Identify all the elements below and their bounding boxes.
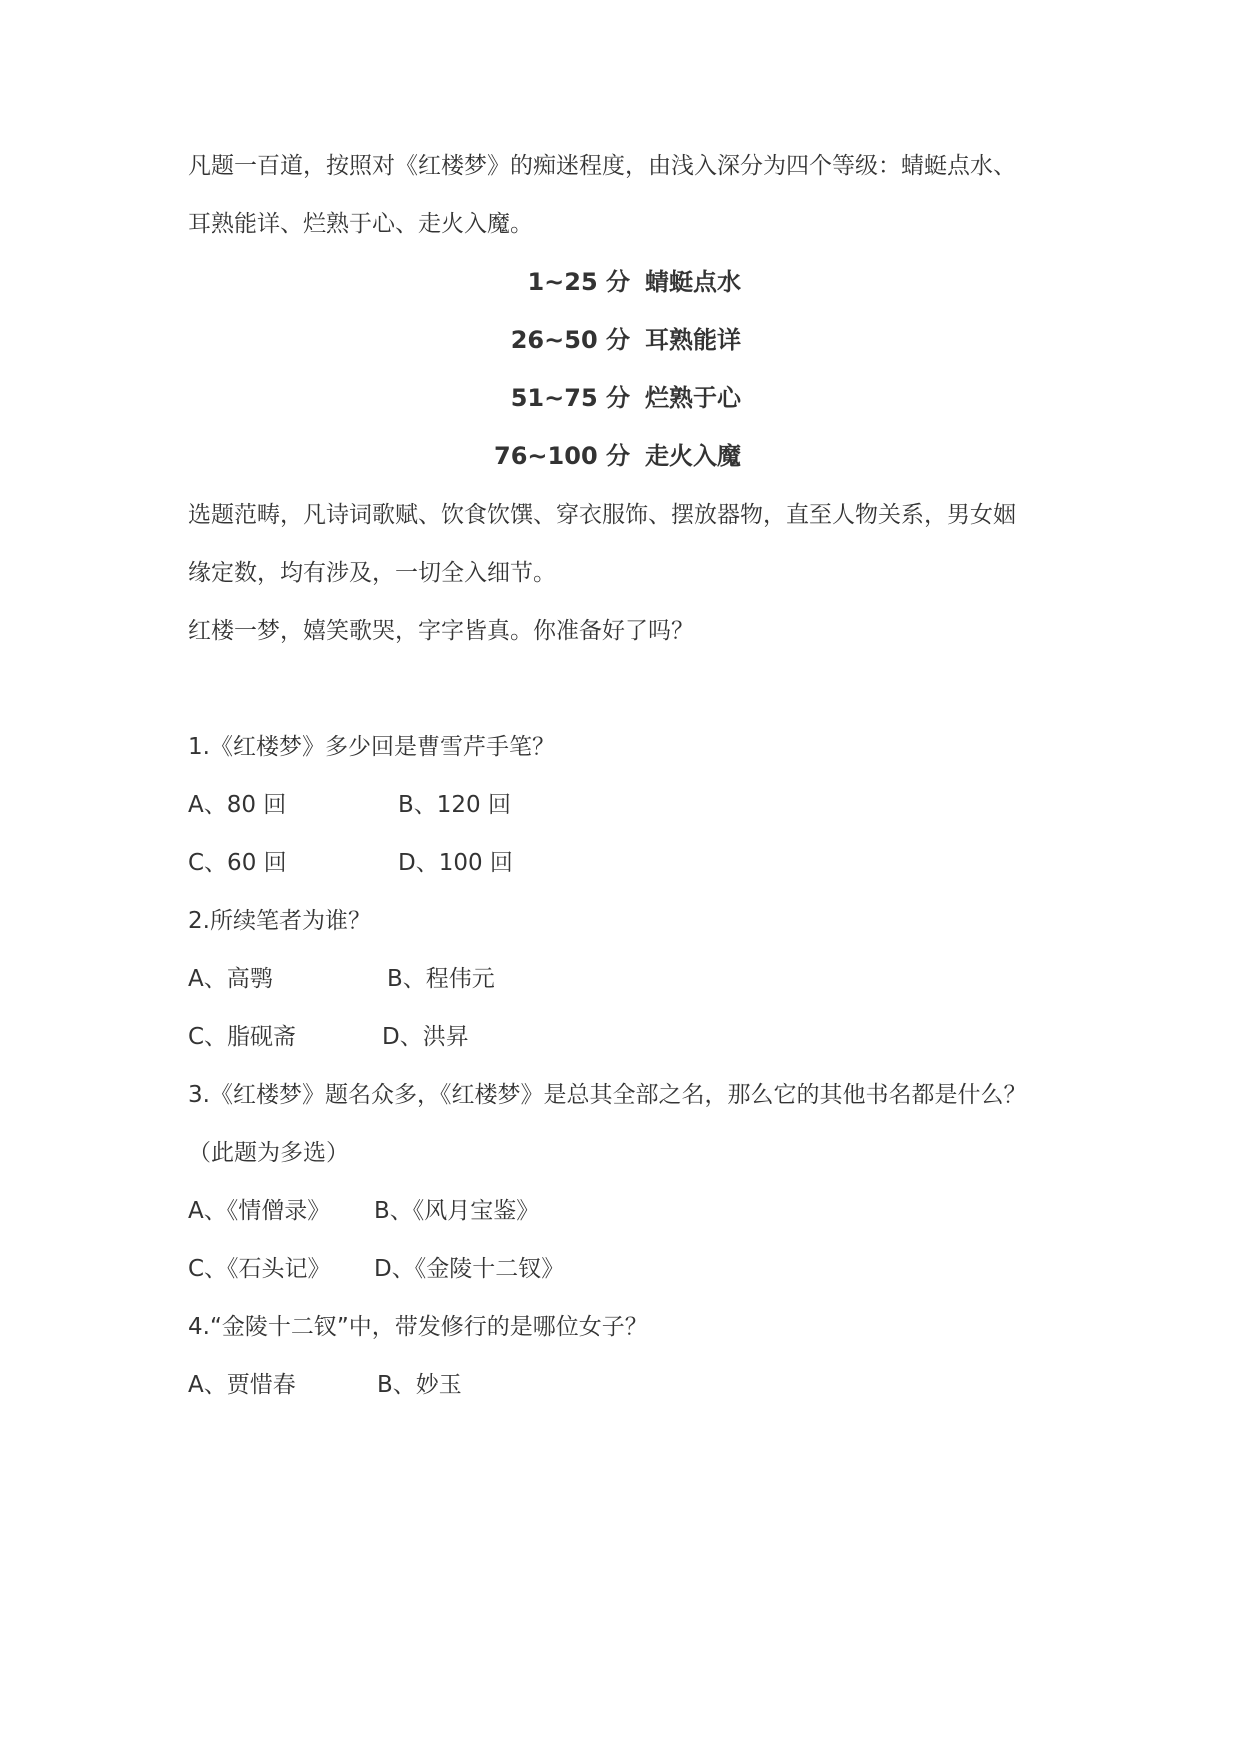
question-2-option-b: B、程伟元	[387, 966, 495, 992]
question-1-option-a: A、80 回	[188, 792, 287, 818]
score-level: 耳熟能详	[645, 326, 741, 354]
score-level: 走火入魔	[645, 442, 741, 470]
question-3-option-b: B、《风月宝鉴》	[374, 1198, 540, 1224]
score-range: 51~75 分	[510, 384, 630, 412]
question-3-option-c: C、《石头记》	[188, 1256, 331, 1282]
question-3-note: （此题为多选）	[188, 1140, 349, 1166]
score-range: 26~50 分	[510, 326, 630, 354]
question-3-option-a: A、《情僧录》	[188, 1198, 331, 1224]
score-level: 蜻蜓点水	[645, 268, 741, 296]
question-1-text: 1.《红楼梦》多少回是曹雪芹手笔？	[188, 734, 555, 760]
scope-line-3: 红楼一梦，嬉笑歌哭，字字皆真。你准备好了吗？	[188, 618, 694, 644]
question-2-option-d: D、洪昇	[382, 1024, 469, 1050]
scope-line-2: 缘定数，均有涉及，一切全入细节。	[188, 560, 556, 586]
question-1-option-d: D、100 回	[398, 850, 513, 876]
score-range: 76~100 分	[494, 442, 630, 470]
question-1-option-c: C、60 回	[188, 850, 287, 876]
question-3-option-d: D、《金陵十二钗》	[374, 1256, 565, 1282]
score-range: 1~25 分	[527, 268, 630, 296]
question-4-option-a: A、贾惜春	[188, 1372, 296, 1398]
question-1-option-b: B、120 回	[398, 792, 511, 818]
question-4-text: 4.“金陵十二钗”中，带发修行的是哪位女子？	[188, 1314, 648, 1340]
question-3-text: 3.《红楼梦》题名众多，《红楼梦》是总其全部之名，那么它的其他书名都是什么？	[188, 1082, 1027, 1108]
question-4-option-b: B、妙玉	[377, 1372, 462, 1398]
intro-line-2: 耳熟能详、烂熟于心、走火入魔。	[188, 211, 533, 237]
scope-line-1: 选题范畴，凡诗词歌赋、饮食饮馔、穿衣服饰、摆放器物，直至人物关系，男女姻	[188, 502, 1016, 528]
score-level: 烂熟于心	[645, 384, 741, 412]
question-2-option-c: C、脂砚斋	[188, 1024, 297, 1050]
question-2-option-a: A、高鹗	[188, 966, 273, 992]
question-2-text: 2.所续笔者为谁？	[188, 908, 371, 934]
intro-line-1: 凡题一百道，按照对《红楼梦》的痴迷程度，由浅入深分为四个等级：蜻蜓点水、	[188, 153, 1016, 179]
